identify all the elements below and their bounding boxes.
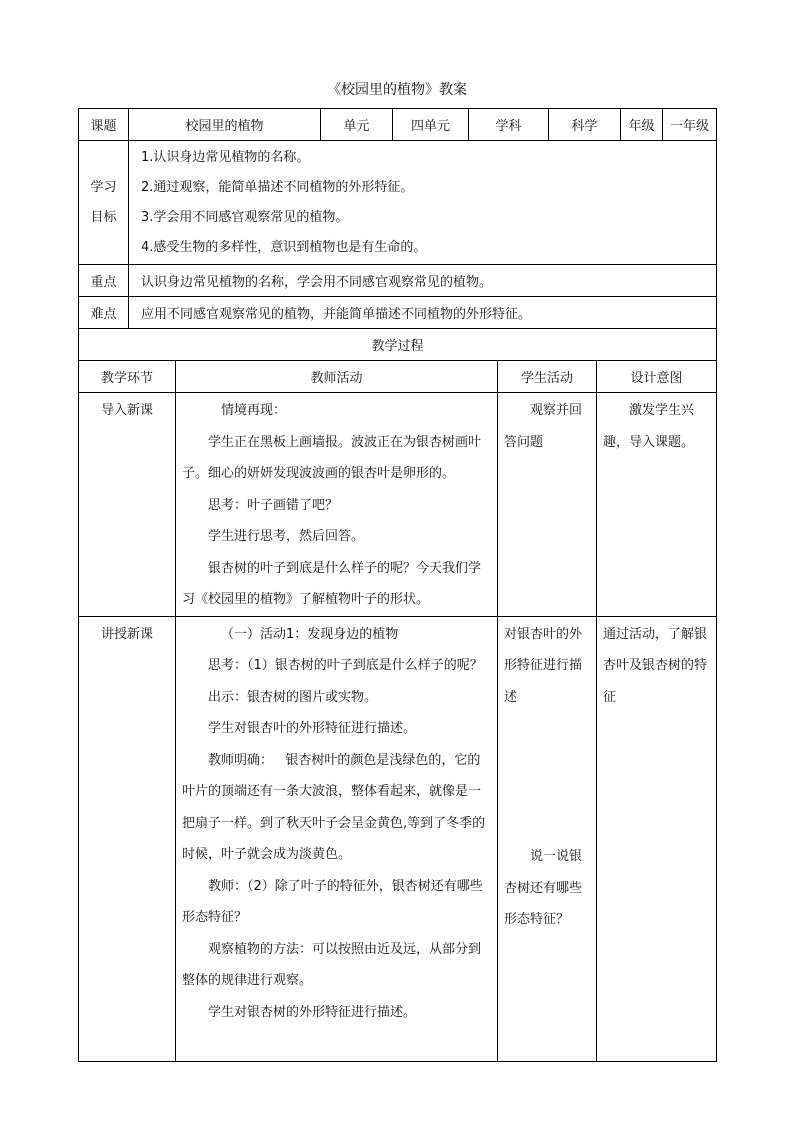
goal-item: 2.通过观察，能简单描述不同植物的外形特征。 <box>141 179 414 195</box>
lecture-teacher-line: 出示：银杏树的图片或实物。 <box>208 689 378 705</box>
goals-list <box>129 141 717 265</box>
intro-teacher-line: 学生正在黑板上画墙报。波波正在为银杏树画叶子。细心的妍妍发现波波画的银杏叶是卵形的。 <box>182 434 482 481</box>
unit-value: 四单元 <box>393 109 469 141</box>
goals-row <box>79 141 717 265</box>
intro-student-activity <box>498 393 597 617</box>
topic-label: 课题 <box>79 109 129 141</box>
goals-label-line2: 目标 <box>90 209 117 225</box>
lecture-design-intent <box>597 616 717 1061</box>
key-point-row <box>79 265 717 297</box>
intro-teacher-activity <box>176 393 498 617</box>
intro-student-text: 观察并回答问题 <box>504 403 583 450</box>
intro-design-text: 激发学生兴趣，导入课题。 <box>603 403 695 450</box>
difficulty-text: 应用不同感官观察常见的植物，并能简单描述不同植物的外形特征。 <box>129 297 717 329</box>
lecture-teacher-line: （一）活动1：发现身边的植物 <box>221 626 399 642</box>
difficulty-label: 难点 <box>79 297 129 329</box>
lecture-teacher-line: 教师明确： 银杏树叶的颜色是浅绿色的，它的叶片的顶端还有一条大波浪，整体看起来，就像是一把扇子一样。到了秋天叶子会呈金黄色,等到了冬季的时候，叶子就会成为淡黄色。 <box>182 752 486 862</box>
process-title: 教学过程 <box>79 329 717 361</box>
header-design: 设计意图 <box>597 361 717 393</box>
goals-label-line1: 学习 <box>90 179 117 195</box>
intro-teacher-line: 思考：叶子画错了吧？ <box>208 497 339 513</box>
lecture-teacher-activity <box>176 616 498 1061</box>
process-header-row <box>79 361 717 393</box>
lecture-teacher-line: 思考：（1）银杏树的叶子到底是什么样子的呢？ <box>208 658 483 673</box>
subject-value: 科学 <box>549 109 621 141</box>
lecture-student-text-2: 说一说银杏树还有哪些形态特征？ <box>504 849 583 927</box>
lecture-teacher-line: 教师：（2）除了叶子的特征外，银杏树还有哪些形态特征？ <box>182 878 483 925</box>
goals-label <box>79 141 129 265</box>
lecture-student-activity <box>498 616 597 1061</box>
header-teacher: 教师活动 <box>176 361 498 393</box>
lesson-info-table <box>78 108 717 329</box>
unit-label: 单元 <box>321 109 393 141</box>
lecture-teacher-line: 观察植物的方法：可以按照由近及远，从部分到整体的规律进行观察。 <box>182 941 482 988</box>
lecture-teacher-line: 学生对银杏叶的外形特征进行描述。 <box>208 721 417 736</box>
lecture-row <box>79 616 717 1061</box>
key-point-label: 重点 <box>79 265 129 297</box>
intro-teacher-line: 学生进行思考，然后回答。 <box>208 529 365 544</box>
key-point-text: 认识身边常见植物的名称，学会用不同感官观察常见的植物。 <box>129 265 717 297</box>
goal-item: 1.认识身边常见植物的名称。 <box>141 149 310 165</box>
header-student: 学生活动 <box>498 361 597 393</box>
grade-label: 年级 <box>621 109 663 141</box>
topic-value: 校园里的植物 <box>129 109 321 141</box>
lecture-student-text-1: 对银杏叶的外形特征进行描述 <box>504 626 583 705</box>
subject-label: 学科 <box>469 109 549 141</box>
intro-stage: 导入新课 <box>79 393 176 617</box>
grade-value: 一年级 <box>663 109 717 141</box>
info-row <box>79 109 717 141</box>
lecture-design-text: 通过活动，了解银杏叶及银杏树的特征 <box>603 626 708 705</box>
header-stage: 教学环节 <box>79 361 176 393</box>
intro-teacher-line: 银杏树的叶子到底是什么样子的呢？今天我们学习《校园里的植物》了解植物叶子的形状。 <box>182 560 482 607</box>
intro-row <box>79 393 717 617</box>
teaching-process-table <box>78 328 717 1062</box>
difficulty-row <box>79 297 717 329</box>
intro-design-intent <box>597 393 717 617</box>
document-title: 《校园里的植物》教案 <box>327 82 467 98</box>
lecture-teacher-line: 学生对银杏树的外形特征进行描述。 <box>208 1004 417 1020</box>
goal-item: 4.感受生物的多样性，意识到植物也是有生命的。 <box>141 239 427 255</box>
lecture-student-spacer <box>498 713 596 839</box>
goal-item: 3.学会用不同感官观察常见的植物。 <box>141 209 349 225</box>
lecture-stage: 讲授新课 <box>79 616 176 1061</box>
process-title-row <box>79 329 717 361</box>
intro-teacher-line: 情境再现： <box>221 403 287 418</box>
